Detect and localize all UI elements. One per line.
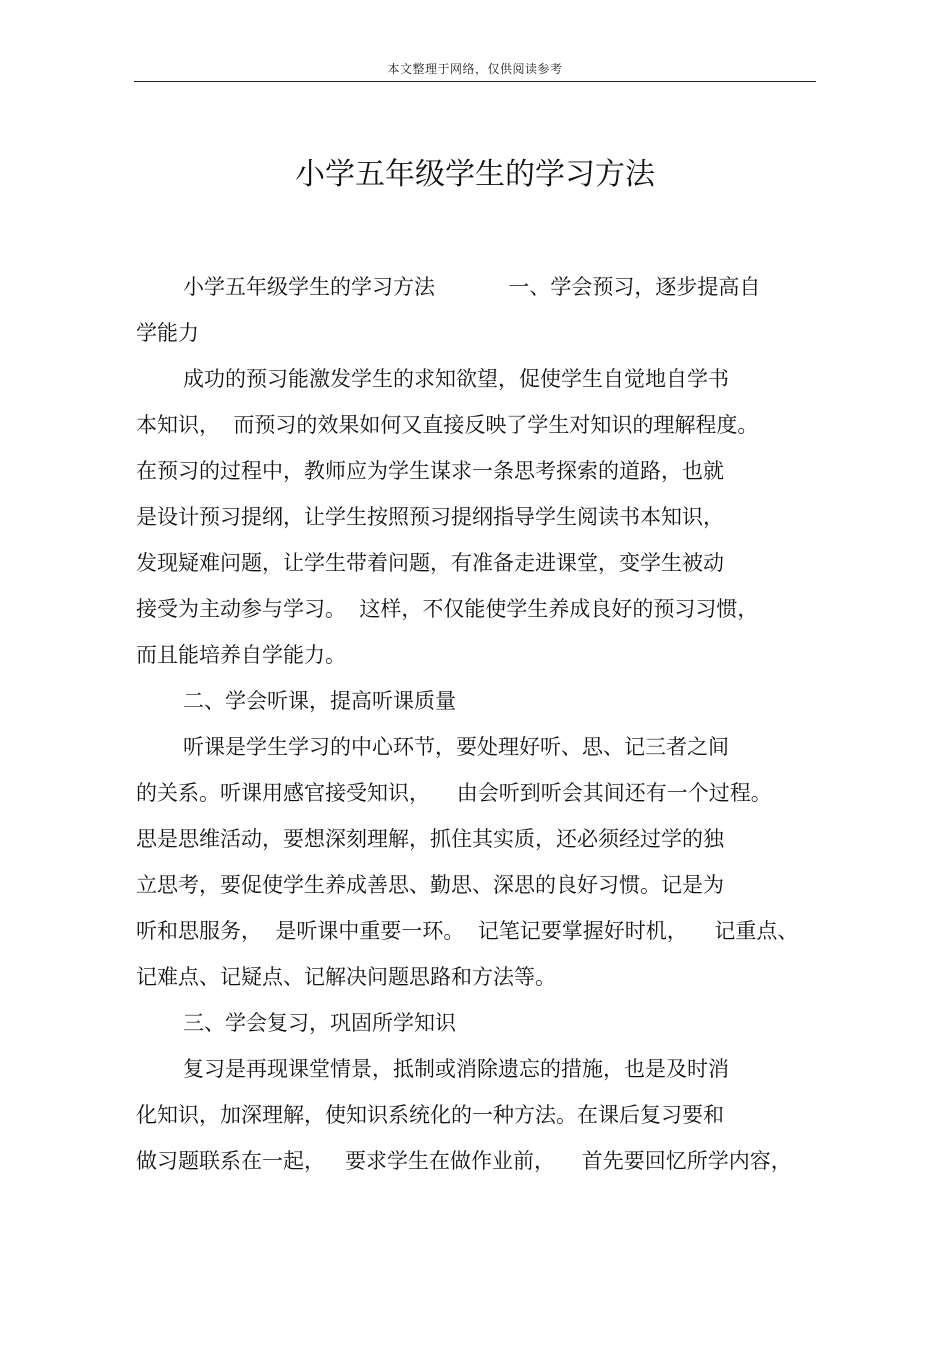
body-line: 的关系。听课用感官接受知识， 由会听到听会其间还有一个过程。 [136, 781, 772, 805]
header-note: 本文整理于网络，仅供阅读参考 [387, 62, 563, 76]
body-line: 学能力 [136, 321, 199, 345]
body-line: 而且能培养自学能力。 [136, 643, 346, 667]
section-heading: 三、学会复习，巩固所学知识 [183, 1011, 456, 1035]
body-line: 化知识，加深理解，使知识系统化的一种方法。在课后复习要和 [136, 1103, 724, 1127]
body-line: 听和思服务， 是听课中重要一环。 记笔记要掌握好时机， 记重点、 [136, 919, 799, 943]
body-line: 接受为主动参与学习。 这样，不仅能使学生养成良好的预习习惯， [136, 597, 759, 621]
body-line: 成功的预习能激发学生的求知欲望，促使学生自觉地自学书 [183, 367, 729, 391]
body-line: 本知识， 而预习的效果如何又直接反映了学生对知识的理解程度。 [136, 413, 759, 437]
body-line: 在预习的过程中，教师应为学生谋求一条思考探索的道路，也就 [136, 459, 724, 483]
body-line: 小学五年级学生的学习方法 一、学会预习，逐步提高自 [183, 275, 761, 299]
body-line: 是设计预习提纲，让学生按照预习提纲指导学生阅读书本知识， [136, 505, 724, 529]
document-title: 小学五年级学生的学习方法 [295, 157, 655, 192]
body-line: 记难点、记疑点、记解决问题思路和方法等。 [136, 965, 556, 989]
body-line: 发现疑难问题，让学生带着问题，有准备走进课堂，变学生被动 [136, 551, 724, 575]
page-header [134, 56, 816, 82]
section-heading: 二、学会听课，提高听课质量 [183, 689, 456, 713]
body-line: 思是思维活动，要想深刻理解，抓住其实质，还必须经过学的独 [136, 827, 724, 851]
body-line: 立思考，要促使学生养成善思、勤思、深思的良好习惯。记是为 [136, 873, 724, 897]
body-line: 听课是学生学习的中心环节，要处理好听、思、记三者之间 [183, 735, 729, 759]
body-line: 做习题联系在一起， 要求学生在做作业前， 首先要回忆所学内容， [136, 1149, 792, 1173]
body-line: 复习是再现课堂情景，抵制或消除遗忘的措施，也是及时消 [183, 1057, 729, 1081]
